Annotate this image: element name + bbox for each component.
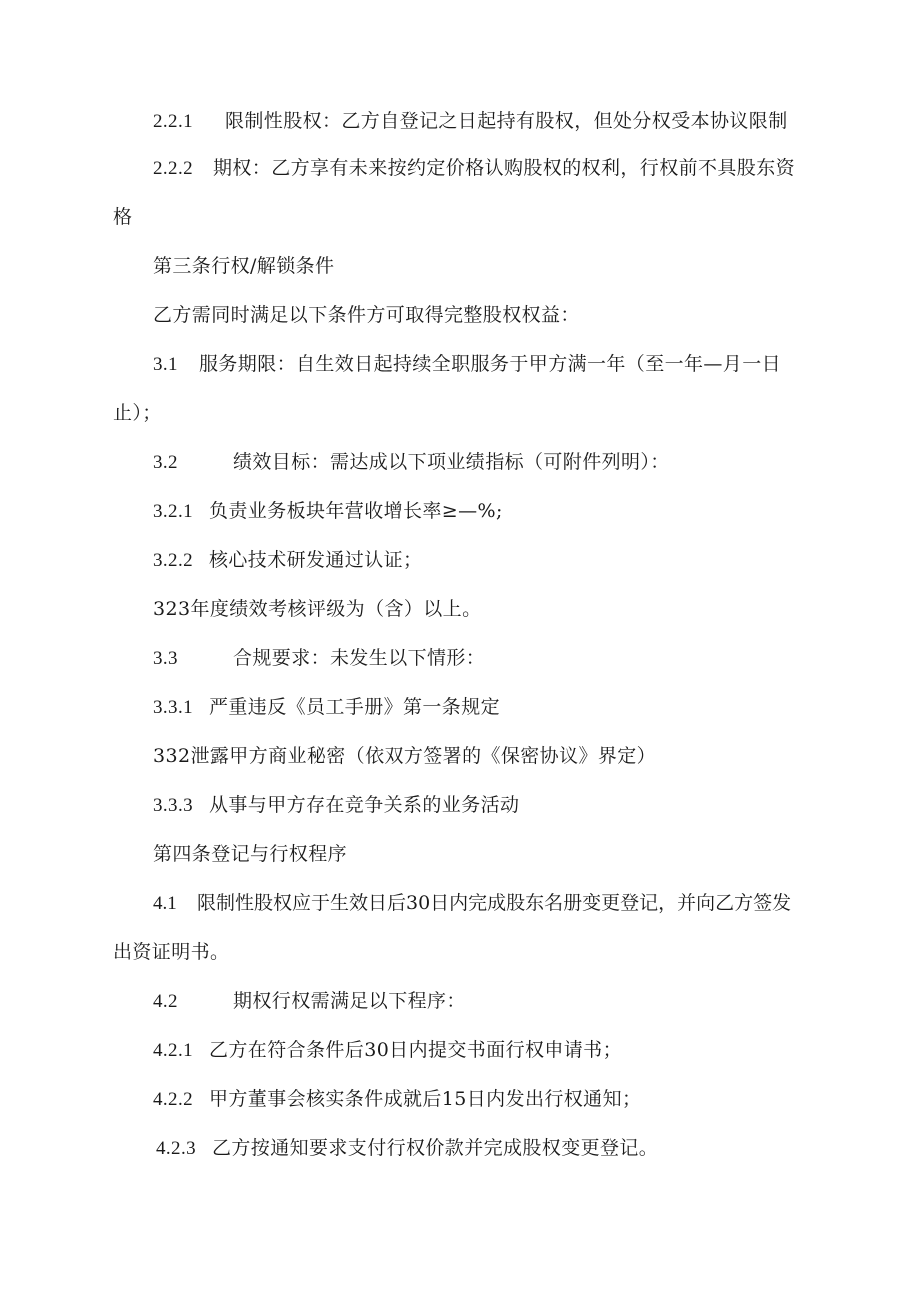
clause-text: 格: [113, 206, 133, 228]
clause-number: 2.2.2: [153, 158, 193, 179]
clause-text: 核心技术研发通过认证；: [209, 549, 423, 571]
clause-number: 2.2.1: [153, 111, 193, 132]
clause-text: 负责业务板块年营收增长率≥—%;: [209, 500, 503, 522]
clause-text: 332泄露甲方商业秘密（依双方签署的《保密协议》界定）: [153, 745, 657, 767]
article-4-heading: [153, 842, 347, 866]
clause-4-2: [153, 989, 466, 1014]
clause-3-1: [153, 352, 781, 377]
clause-4-2-1: [153, 1038, 622, 1063]
clause-2-2-2-continued: [113, 205, 132, 229]
clause-3-2: [153, 450, 670, 475]
clause-4-2-3: [156, 1136, 658, 1161]
clause-text: 合规要求：未发生以下情形：: [233, 647, 486, 669]
clause-text: 止）；: [113, 402, 162, 424]
clause-3-1-continued: [113, 401, 162, 425]
article-heading-text: 第三条行权/解锁条件: [153, 255, 335, 277]
paragraph-text: 乙方需同时满足以下条件方可取得完整股权权益：: [153, 304, 580, 326]
clause-number: 3.2: [153, 452, 178, 473]
clause-text: 服务期限：自生效日起持续全职服务于甲方满一年（至一年—月一日: [199, 353, 782, 375]
clause-text: 期权行权需满足以下程序：: [233, 990, 466, 1012]
clause-3-3-1: [153, 695, 500, 720]
clause-text: 期权：乙方享有未来按约定价格认购股权的权利，行权前不具股东资: [213, 157, 796, 179]
clause-3-2-2: [153, 548, 422, 573]
clause-number: 4.2: [153, 991, 178, 1012]
clause-3-3-2: [153, 744, 656, 768]
clause-text: 严重违反《员工手册》第一条规定: [209, 696, 501, 718]
clause-text: 乙方在符合条件后30日内提交书面行权申请书；: [209, 1039, 622, 1061]
clause-number: 4.2.3: [156, 1138, 196, 1159]
clause-text: 限制性股权：乙方自登记之日起持有股权，但处分权受本协议限制: [225, 110, 788, 132]
clause-3-3-3: [153, 793, 519, 818]
clause-text: 从事与甲方存在竞争关系的业务活动: [209, 794, 520, 816]
article-heading-text: 第四条登记与行权程序: [153, 843, 348, 865]
clause-text: 323年度绩效考核评级为（含）以上。: [153, 598, 482, 620]
clause-text: 甲方董事会核实条件成就后15日内发出行权通知；: [209, 1088, 642, 1110]
clause-number: 3.2.1: [153, 501, 193, 522]
clause-number: 3.3: [153, 648, 178, 669]
clause-number: 3.1: [153, 354, 178, 375]
clause-number: 3.3.3: [153, 795, 193, 816]
article-3-heading: [153, 254, 334, 278]
clause-2-2-1: [153, 109, 788, 134]
clause-number: 4.2.2: [153, 1089, 193, 1110]
article-3-intro: [153, 303, 580, 327]
clause-2-2-2: [153, 156, 795, 181]
clause-number: 3.3.1: [153, 697, 193, 718]
clause-4-1-continued: [113, 940, 229, 964]
clause-text: 乙方按通知要求支付行权价款并完成股权变更登记。: [212, 1137, 659, 1159]
clause-number: 4.2.1: [153, 1040, 193, 1061]
clause-3-3: [153, 646, 485, 671]
clause-number: 4.1: [153, 893, 177, 914]
clause-4-2-2: [153, 1087, 641, 1112]
clause-number: 3.2.2: [153, 550, 193, 571]
clause-3-2-1: [153, 499, 503, 524]
clause-text: 限制性股权应于生效日后30日内完成股东名册变更登记，并向乙方签发: [197, 892, 792, 914]
clause-text: 出资证明书。: [113, 941, 230, 963]
clause-4-1: [153, 891, 791, 916]
clause-3-2-3: [153, 597, 481, 621]
clause-text: 绩效目标：需达成以下项业绩指标（可附件列明）：: [233, 451, 670, 473]
